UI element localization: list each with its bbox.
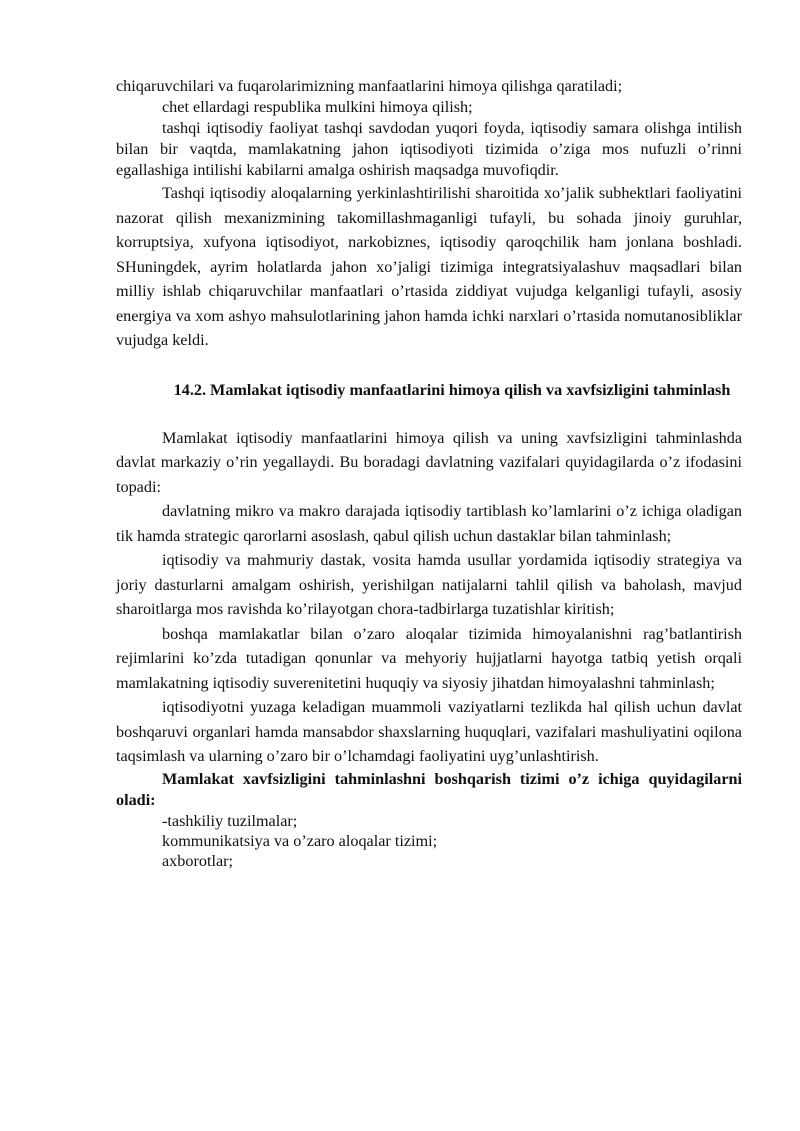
text-paragraph: davlatning mikro va makro darajada iqtisodiy tartiblash ko’lamlarini o’z ichiga oladigan tik hamda strategic qarorlarni asoslash, qabul qilish uchun dastaklar bilan tahminlash; — [116, 502, 742, 545]
text-paragraph: tashqi iqtisodiy faoliyat tashqi savdodan yuqori foyda, iqtisodiy samara olishga intilish bilan bir vaqtda, mamlakatning jahon iqtisodiyoti tizimida o’ziga mos nufuzli o’rinni egallashiga intilishi kabilarni amalga oshirish maqsadga muvofiqdir. — [116, 119, 742, 179]
text-paragraph: boshqa mamlakatlar bilan o’zaro aloqalar tizimida himoyalanishni rag’batlantirish rejimlarini ko’zda tutadigan qonunlar va mehyoriy hujjatlarni hayotga tatbiq yetish orqali mamlakatning iqtisodiy suverenitetini huquqiy va siyosiy jihatdan himoyalashni tahminlash; — [116, 624, 742, 692]
text-paragraph: iqtisodiy va mahmuriy dastak, vosita hamda usullar yordamida iqtisodiy strategiya va joriy dasturlarni amalgam oshirish, yerishilgan natijalarni tahlil qilish va baholash, mavjud sharoitlarga mos ravishda ko’rilayotgan chora-tadbirlarga tuzatishlar kiritish; — [116, 551, 742, 618]
text-paragraph: Tashqi iqtisodiy aloqalarning yerkinlashtirilishi sharoitida xo’jalik subhektlari faoliyatini nazorat qilish mexanizmining takomillashmaganligi tufayli, bu sohada jinoiy guruhlar, korruptsiya, xufyona iqtisodiyot, narkobiznes, iqtisodiy qaroqchilik ham jonlana boshladi. SHuningdek, ayrim holatlarda jahon xo’jaligi tizimiga integratsiyalashuv maqsadlari bilan milliy ishlab chiqaruvchilar manfaatlari o’rtasida ziddiyat vujudga kelganligi tufayli, asosiy energiya va xom ashyo mahsulotlarining jahon hamda ichki narxlari o’rtasida nomutanosibliklar vujudga keldi. — [116, 184, 742, 349]
text-paragraph: Mamlakat iqtisodiy manfaatlarini himoya qilish va uning xavfsizligini tahminlashda davlat markaziy o’rin yegallaydi. Bu boradagi davlatning vazifalari quyidagilarda o’z ifodasini topadi: — [116, 428, 742, 496]
bold-paragraph: Mamlakat xavfsizligini tahminlashni boshqarish tizimi o’z ichiga quyidagilarni oladi: — [116, 769, 742, 809]
text-paragraph: chiqaruvchilari va fuqarolarimizning manfaatlarini himoya qilishga qaratiladi; — [116, 77, 623, 95]
section-heading: 14.2. Mamlakat iqtisodiy manfaatlarini himoya qilish va xavfsizligini tahminlash — [173, 380, 731, 399]
text-paragraph: chet ellardagi respublika mulkini himoya qilish; — [162, 98, 473, 116]
list-item: -tashkiliy tuzilmalar; — [162, 811, 298, 830]
text-paragraph: iqtisodiyotni yuzaga keladigan muammoli vaziyatlarni tezlikda hal qilish uchun davlat boshqaruvi organlari hamda mansabdor shaxslarning huquqlari, vazifalari mashuliyatini oqilona taqsimlash va ularning o’zaro bir o’lchamdagi faoliyatini uyg’unlashtirish. — [116, 698, 742, 765]
list-item: kommunikatsiya va o’zaro aloqalar tizimi; — [162, 831, 438, 850]
document-page — [116, 76, 742, 871]
list-item: axborotlar; — [162, 851, 234, 870]
